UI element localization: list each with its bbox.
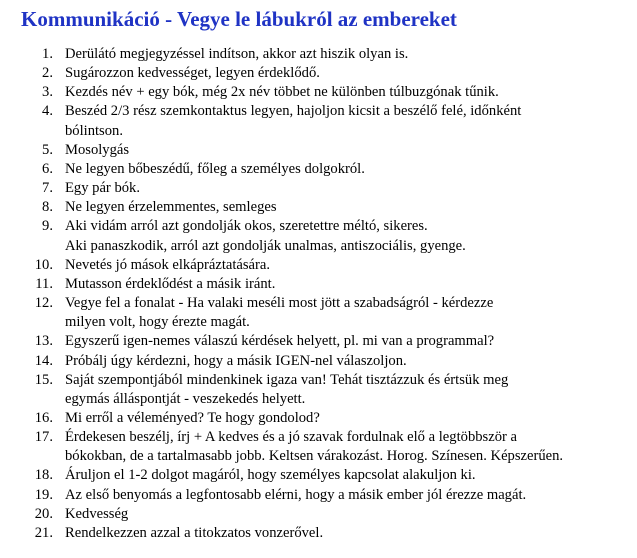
list-item: [0, 83, 625, 102]
list-item-number: 4.: [42, 103, 53, 120]
list-item-text: Aki vidám arról azt gondolják okos, szeretettre méltó, sikeres.: [65, 218, 428, 235]
list-item-number: 5.: [42, 141, 53, 158]
list-item-text: Egyszerű igen-nemes válaszú kérdések helyett, pl. mi van a programmal?: [65, 333, 495, 350]
list-item: [0, 179, 625, 198]
list-item-number: 6.: [42, 160, 53, 177]
list-item-number: 18.: [34, 467, 53, 484]
list-item-number: 19.: [34, 486, 53, 503]
list-item-number: 16.: [34, 409, 53, 426]
list-item: [0, 371, 625, 409]
list-item-text: Ne legyen érzelemmentes, semleges: [65, 199, 277, 216]
list-item-number: 8.: [42, 199, 53, 216]
list-item-text: Egy pár bók.: [65, 180, 140, 197]
tips-list: [0, 45, 625, 543]
list-item: [0, 486, 625, 505]
list-item-number: 13.: [34, 333, 53, 350]
list-item-text: Mi erről a véleményed? Te hogy gondolod?: [65, 409, 320, 426]
list-item-number: 2.: [42, 65, 53, 82]
list-item: [0, 428, 625, 466]
list-item-text: Próbálj úgy kérdezni, hogy a másik IGEN-nel válaszoljon.: [65, 352, 407, 369]
list-item-number: 1.: [42, 46, 53, 62]
list-item-text: Aki panaszkodik, arról azt gondolják unalmas, antiszociális, gyenge.: [65, 237, 466, 254]
list-item: [0, 102, 625, 140]
list-item-text: egymás álláspontját - veszekedés helyett.: [65, 390, 306, 407]
list-item: [0, 332, 625, 351]
list-item-text: Mosolygás: [65, 141, 130, 158]
list-item: [0, 141, 625, 160]
list-item-number: 11.: [35, 275, 53, 292]
list-item: [0, 64, 625, 83]
list-item-text: bólintson.: [65, 122, 123, 139]
list-item: [0, 198, 625, 217]
list-item: [0, 294, 625, 332]
list-item: [0, 466, 625, 485]
list-item: [0, 275, 625, 294]
list-item-text: Az első benyomás a legfontosabb elérni, hogy a másik ember jól érezze magát.: [65, 486, 527, 503]
list-item-number: 15.: [34, 371, 53, 388]
list-item-text: Mutasson érdeklődést a másik iránt.: [65, 275, 276, 292]
list-item-text: milyen volt, hogy érezte magát.: [65, 314, 250, 331]
list-item-text: Kezdés név + egy bók, még 2x név többet ne különben túlbuzgónak tűnik.: [65, 84, 499, 101]
list-item: [0, 45, 625, 64]
list-item: [0, 409, 625, 428]
list-item: [0, 217, 625, 255]
list-item-number: 20.: [34, 505, 53, 522]
list-item-number: 17.: [34, 429, 53, 446]
list-item-text: bókokban, de a tartalmasabb jobb. Keltsen várakozást. Horog. Színesen. Képszerűen.: [65, 448, 564, 465]
list-item-number: 10.: [34, 256, 53, 273]
list-item-text: Rendelkezzen azzal a titokzatos vonzerővel.: [65, 524, 324, 541]
list-item-number: 21.: [34, 524, 53, 541]
page-title: Kommunikáció - Vegye le lábukról az embereket: [21, 7, 457, 31]
list-item-number: 9.: [42, 218, 53, 235]
list-item-number: 14.: [34, 352, 53, 369]
list-item-text: Ne legyen bőbeszédű, főleg a személyes dolgokról.: [65, 160, 365, 177]
list-item: [0, 256, 625, 275]
list-item-text: Derülátó megjegyzéssel indítson, akkor azt hiszik olyan is.: [65, 46, 409, 62]
list-item-text: Saját szempontjából mindenkinek igaza van! Tehát tisztázzuk és értsük meg: [65, 371, 509, 388]
list-item-text: Nevetés jó mások elkápráztatására.: [65, 256, 271, 273]
list-item-number: 12.: [34, 295, 53, 312]
list-item: [0, 524, 625, 543]
list-item: [0, 505, 625, 524]
list-item-number: 3.: [42, 84, 53, 101]
list-item-text: Sugározzon kedvességet, legyen érdeklődő.: [65, 65, 320, 82]
list-item-text: Beszéd 2/3 rész szemkontaktus legyen, hajoljon kicsit a beszélő felé, időnként: [65, 103, 522, 120]
list-item: [0, 160, 625, 179]
list-item-number: 7.: [42, 180, 53, 197]
list-item: [0, 352, 625, 371]
list-item-text: Áruljon el 1-2 dolgot magáról, hogy személyes kapcsolat alakuljon ki.: [65, 467, 476, 484]
list-item-text: Érdekesen beszélj, írj + A kedves és a jó szavak fordulnak elő a legtöbbször a: [65, 429, 517, 446]
list-item-text: Vegye fel a fonalat - Ha valaki meséli most jött a szabadságról - kérdezze: [65, 295, 494, 312]
list-item-text: Kedvesség: [65, 505, 129, 522]
